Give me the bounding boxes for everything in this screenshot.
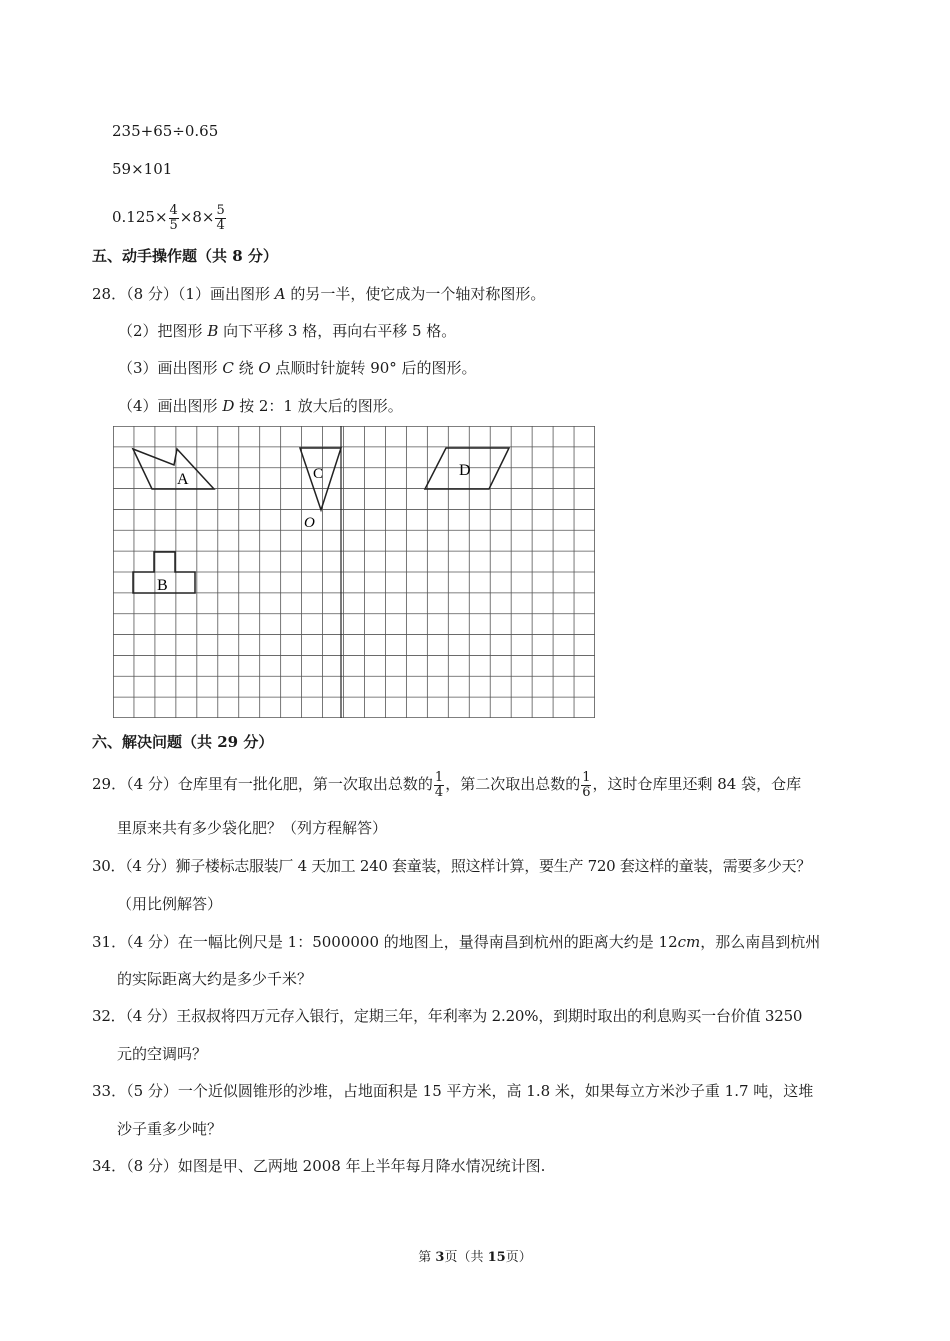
q32-line-1: 32．（4 分）王叔叔将四万元存入银行，定期三年，年利率为 2.20%，到期时取出的利息购买一台价值 3250 xyxy=(92,1007,803,1025)
q29-line-1: 29．（4 分）仓库里有一批化肥，第一次取出总数的 $\frac{1}{4}$ ，第二次取出总数的 $\frac{1}{6}$ ，这时仓库里还剩 84 袋，仓库 xyxy=(92,769,802,800)
q30-line-1: 30．（4 分）狮子楼标志服装厂 4 天加工 240 套童装，照这样计算，要生产 720 套这样的童装，需要多少天？ xyxy=(92,857,811,875)
calc-line-1: 235+65÷0.65 xyxy=(112,122,219,140)
q31-line-1: 31．（4 分）在一幅比例尺是 1：5000000 的地图上，量得南昌到杭州的距离大约是 12cm，那么南昌到杭州 xyxy=(92,933,821,951)
label-c: C xyxy=(313,466,324,482)
section-6-title: 六、解决问题（共 29 分） xyxy=(92,733,274,751)
q33-line-2: 沙子重多少吨？ xyxy=(117,1120,223,1138)
q28-part-3: （3）画出图形 C 绕 O 点顺时针旋转 90° 后的图形。 xyxy=(118,359,477,377)
calc-line-2: 59×101 xyxy=(112,160,173,178)
label-o: O xyxy=(304,515,315,531)
page-number: 3 xyxy=(435,1250,445,1265)
q31-line-2: 的实际距离大约是多少千米？ xyxy=(117,970,313,988)
section-5-title: 五、动手操作题（共 8 分） xyxy=(92,247,278,265)
grid-figure xyxy=(113,426,595,718)
label-a: A xyxy=(177,471,189,488)
q29-line-2: 里原来共有多少袋化肥？（列方程解答） xyxy=(117,819,388,837)
fraction: $\frac{5}{4}$ xyxy=(216,202,225,233)
q32-line-2: 元的空调吗？ xyxy=(117,1045,208,1063)
fraction: $\frac{1}{6}$ xyxy=(582,769,591,800)
label-d: D xyxy=(459,462,471,479)
shape-a xyxy=(133,449,214,489)
calc-line-3-part-a: 0.125× xyxy=(112,208,168,226)
q28-part-1: 28．（8 分）（1）画出图形 A 的另一半，使它成为一个轴对称图形。 xyxy=(92,285,546,303)
q30-line-2: （用比例解答） xyxy=(117,895,223,913)
calc-line-3 xyxy=(112,203,227,233)
page-footer: 第 3页（共 15页） xyxy=(418,1250,532,1265)
q28-part-4: （4）画出图形 D 按 2：1 放大后的图形。 xyxy=(118,397,403,415)
q34-line-1: 34．（8 分）如图是甲、乙两地 2008 年上半年每月降水情况统计图. xyxy=(92,1157,546,1175)
page-total: 15 xyxy=(487,1250,506,1265)
q28-part-2: （2）把图形 B 向下平移 3 格，再向右平移 5 格。 xyxy=(118,322,457,340)
calc-line-3-part-b: ×8× xyxy=(179,208,215,226)
label-b: B xyxy=(157,577,168,594)
fraction: $\frac{1}{4}$ xyxy=(434,769,444,800)
fraction: $\frac{4}{5}$ xyxy=(169,202,178,233)
q33-line-1: 33．（5 分）一个近似圆锥形的沙堆，占地面积是 15 平方米，高 1.8 米，如果每立方米沙子重 1.7 吨，这堆 xyxy=(92,1082,814,1100)
